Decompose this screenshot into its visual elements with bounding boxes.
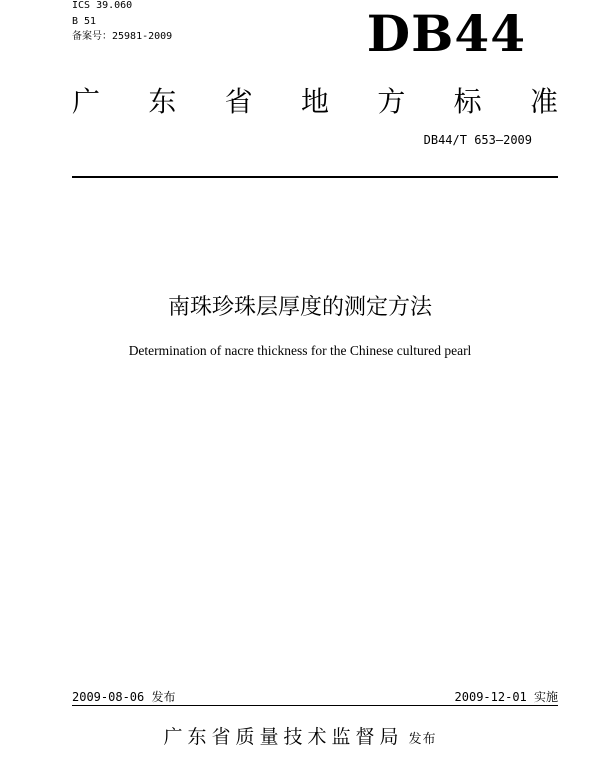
heading-char: 省 [224, 85, 253, 118]
ccs-code: B 51 [72, 16, 97, 27]
heading-char: 方 [377, 85, 406, 118]
standard-code: DB44/T 653—2009 [423, 133, 532, 147]
issuer [0, 722, 600, 749]
record-number: 备案号：25981-2009 [72, 31, 173, 42]
heading-char: 标 [453, 85, 482, 118]
heading-char: 地 [300, 85, 329, 118]
bottom-divider [72, 705, 558, 706]
ics-code: ICS 39.060 [72, 0, 133, 11]
heading-char: 东 [148, 85, 177, 118]
heading-char: 广 [72, 85, 101, 118]
top-divider [72, 176, 558, 178]
standard-heading [72, 80, 558, 120]
db44-logo: DB44 [366, 4, 526, 63]
implement-date: 2009-12-01 实施 [454, 690, 558, 704]
issuer-suffix: 发布 [408, 732, 437, 747]
heading-char: 准 [529, 85, 558, 118]
issuer-name: 广东省质量技术监督局 [163, 726, 404, 748]
publish-date: 2009-08-06 发布 [72, 690, 176, 704]
document-title-cn: 南珠珍珠层厚度的测定方法 [167, 295, 432, 320]
document-title-en: Determination of nacre thickness for the Chinese cultured pearl [128, 343, 472, 358]
